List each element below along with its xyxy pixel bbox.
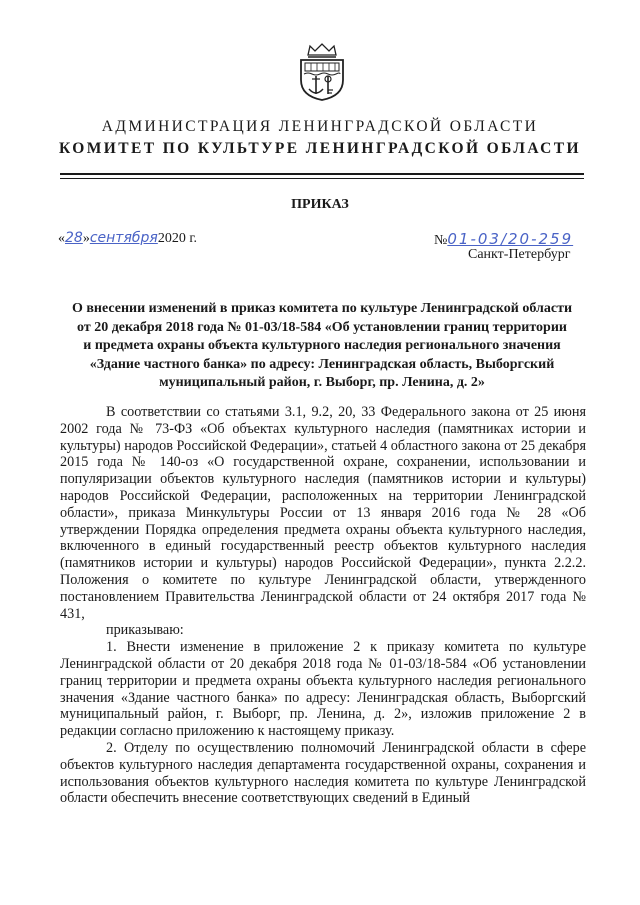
header-divider-thin bbox=[60, 178, 584, 179]
header-divider-thick bbox=[60, 173, 584, 175]
city-name: Санкт-Петербург bbox=[468, 247, 571, 262]
order-title bbox=[60, 300, 584, 393]
title-line: муниципальный район, г. Выборг, пр. Ленина, д. 2» bbox=[159, 375, 485, 390]
paragraph-item-2: 2. Отделу по осуществлению полномочий Ленинградской области в сфере объектов культурного наследия департамента государственной охраны, сохранения и использования объектов культурного наследия комитета по культуре Ленинградской области обеспечить внесение соответствующих сведений в Единый bbox=[60, 739, 586, 807]
title-line: и предмета охраны объекта культурного наследия регионального значения bbox=[83, 338, 561, 353]
number-sign: № bbox=[434, 233, 448, 248]
date-month-handwritten: сентября bbox=[89, 230, 158, 246]
date-close-quote: » bbox=[82, 231, 90, 246]
paragraph-item-1: 1. Внести изменение в приложение 2 к приказу комитета по культуре Ленинградской области от 20 декабря 2018 года № 01-03/18-584 «Об установлении границ территории и предмета охраны объекта культурного наследия регионального значения «Здание частного банка» по адресу: Ленинградская область, Выборгский муниципальный район, г. Выборг, пр. Ленина, д. 2», изложив приложение 2 в редакции согласно приложению к настоящему приказу. bbox=[60, 639, 586, 740]
paragraph-preamble: В соответствии со статьями 3.1, 9.2, 20, 33 Федерального закона от 25 июня 2002 года № 73-ФЗ «Об объектах культурного наследия (памятниках истории и культуры) народов Российской Федерации», статьей 4 областного закона от 25 декабря 2015 года № 140-оз «О государственной охране, сохранении, использовании и популяризации объектов культурного наследия (памятников истории и культуры) народов Российской Федерации, расположенных на территории Ленинградской области», приказа Минкультуры России от 13 января 2016 года № 28 «Об утверждении Порядка определения предмета охраны объекта культурного наследия, включенного в единый государственный реестр объектов культурного наследия (памятников истории и культуры) народов Российской Федерации», пункта 2.2.2. Положения о комитете по культуре Ленинградской области, утвержденного постановлением Правительства Ленинградской области от 24 октября 2017 года № 431, bbox=[60, 404, 586, 622]
order-body bbox=[60, 404, 586, 807]
title-line: от 20 декабря 2018 года № 01-03/18-584 «Об установлении границ территории bbox=[77, 319, 567, 335]
title-line: О внесении изменений в приказ комитета по культуре Ленинградской области bbox=[71, 301, 573, 316]
date-day-handwritten: 28 bbox=[65, 230, 83, 246]
organization-name: АДМИНИСТРАЦИЯ ЛЕНИНГРАДСКОЙ ОБЛАСТИ bbox=[101, 118, 539, 135]
date-open-quote: « bbox=[58, 231, 65, 246]
committee-name: КОМИТЕТ ПО КУЛЬТУРЕ ЛЕНИНГРАДСКОЙ ОБЛАСТИ bbox=[59, 140, 581, 157]
title-line: «Здание частного банка» по адресу: Ленинградская область, Выборгский bbox=[89, 356, 555, 372]
order-date bbox=[58, 230, 197, 247]
coat-of-arms-icon bbox=[296, 42, 348, 102]
number-value-handwritten: 01-03/20-259 bbox=[447, 230, 574, 248]
document-type: ПРИКАЗ bbox=[291, 197, 349, 212]
paragraph-order-word: приказываю: bbox=[106, 622, 184, 639]
date-year: 2020 г. bbox=[157, 231, 197, 246]
